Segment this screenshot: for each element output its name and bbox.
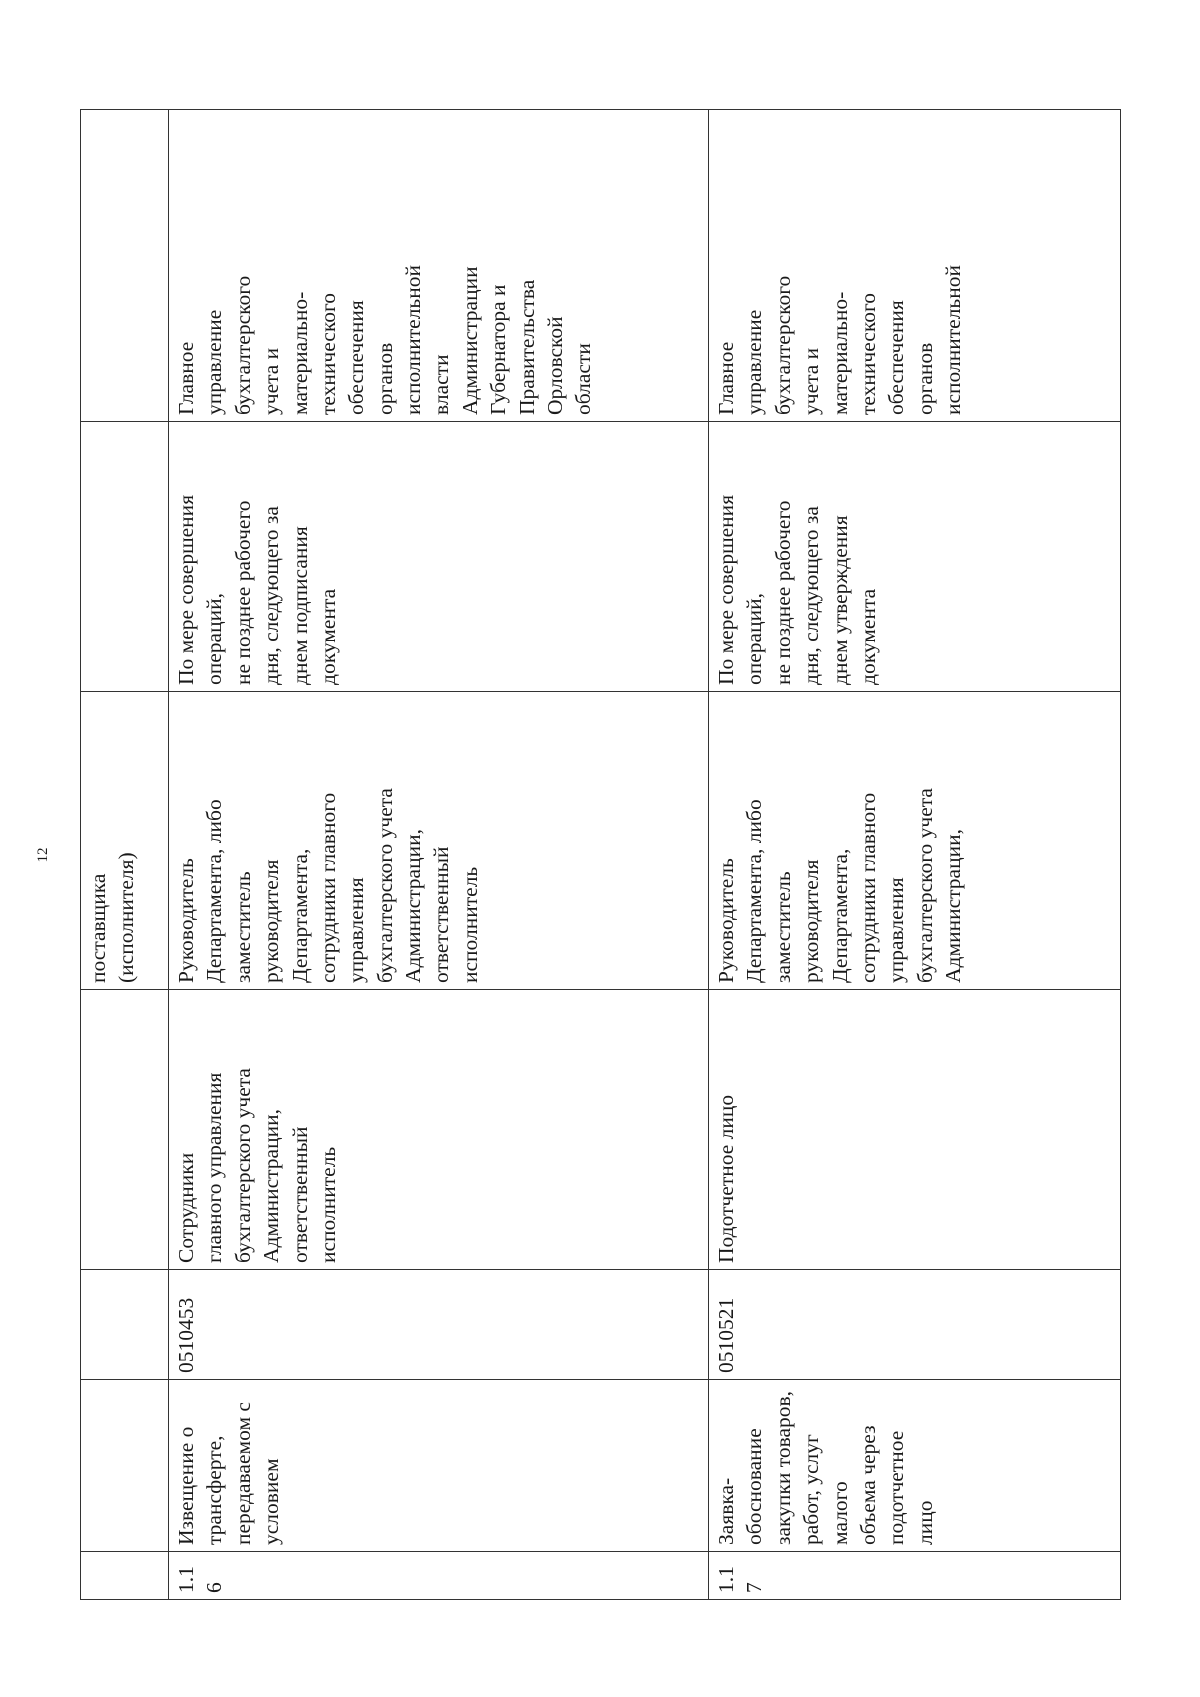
cell-recipient: Главное управление бухгалтерского учета и материально- технического обеспечения органов исполнительной bbox=[709, 110, 1121, 422]
cell-who bbox=[81, 990, 169, 1270]
cell-who: Сотрудники главного управления бухгалтерского учета Администрации, ответственный исполнитель bbox=[169, 990, 709, 1270]
rotated-table-container bbox=[80, 110, 1120, 1600]
cell-who: Подотчетное лицо bbox=[709, 990, 1121, 1270]
document-table-area bbox=[80, 110, 1120, 1600]
cell-code: 0510453 bbox=[169, 1270, 709, 1380]
table-row bbox=[169, 110, 709, 1600]
cell-recipient: Главное управление бухгалтерского учета и материально- технического обеспечения органов исполнительной власти Администрации Губернатора и Правительства Орловской области bbox=[169, 110, 709, 422]
table-row-header-continued bbox=[81, 110, 169, 1600]
cell-sign: Руководитель Департамента, либо заместитель руководителя Департамента, сотрудники главного управления бухгалтерского учета Администрации, bbox=[709, 692, 1121, 990]
cell-term: По мере совершения операций, не позднее рабочего дня, следующего за днем подписания документа bbox=[169, 422, 709, 692]
cell-num: 1.16 bbox=[169, 1552, 709, 1600]
cell-name: Извещение о трансферте, передаваемом с условием bbox=[169, 1380, 709, 1552]
cell-term bbox=[81, 422, 169, 692]
table-row bbox=[709, 110, 1121, 1600]
cell-sign: поставщика (исполнителя) bbox=[81, 692, 169, 990]
cell-code: 0510521 bbox=[709, 1270, 1121, 1380]
cell-sign: Руководитель Департамента, либо заместитель руководителя Департамента, сотрудники главного управления бухгалтерского учета Администрации, ответственный исполнитель bbox=[169, 692, 709, 990]
page-number: 12 bbox=[35, 847, 51, 863]
cell-name: Заявка-обоснование закупки товаров, работ, услуг малого объема через подотчетное лицо bbox=[709, 1380, 1121, 1552]
cell-code bbox=[81, 1270, 169, 1380]
cell-name bbox=[81, 1380, 169, 1552]
cell-num bbox=[81, 1552, 169, 1600]
cell-term: По мере совершения операций, не позднее рабочего дня, следующего за днем утверждения документа bbox=[709, 422, 1121, 692]
document-table bbox=[80, 109, 1121, 1600]
cell-recipient bbox=[81, 110, 169, 422]
cell-num: 1.17 bbox=[709, 1552, 1121, 1600]
